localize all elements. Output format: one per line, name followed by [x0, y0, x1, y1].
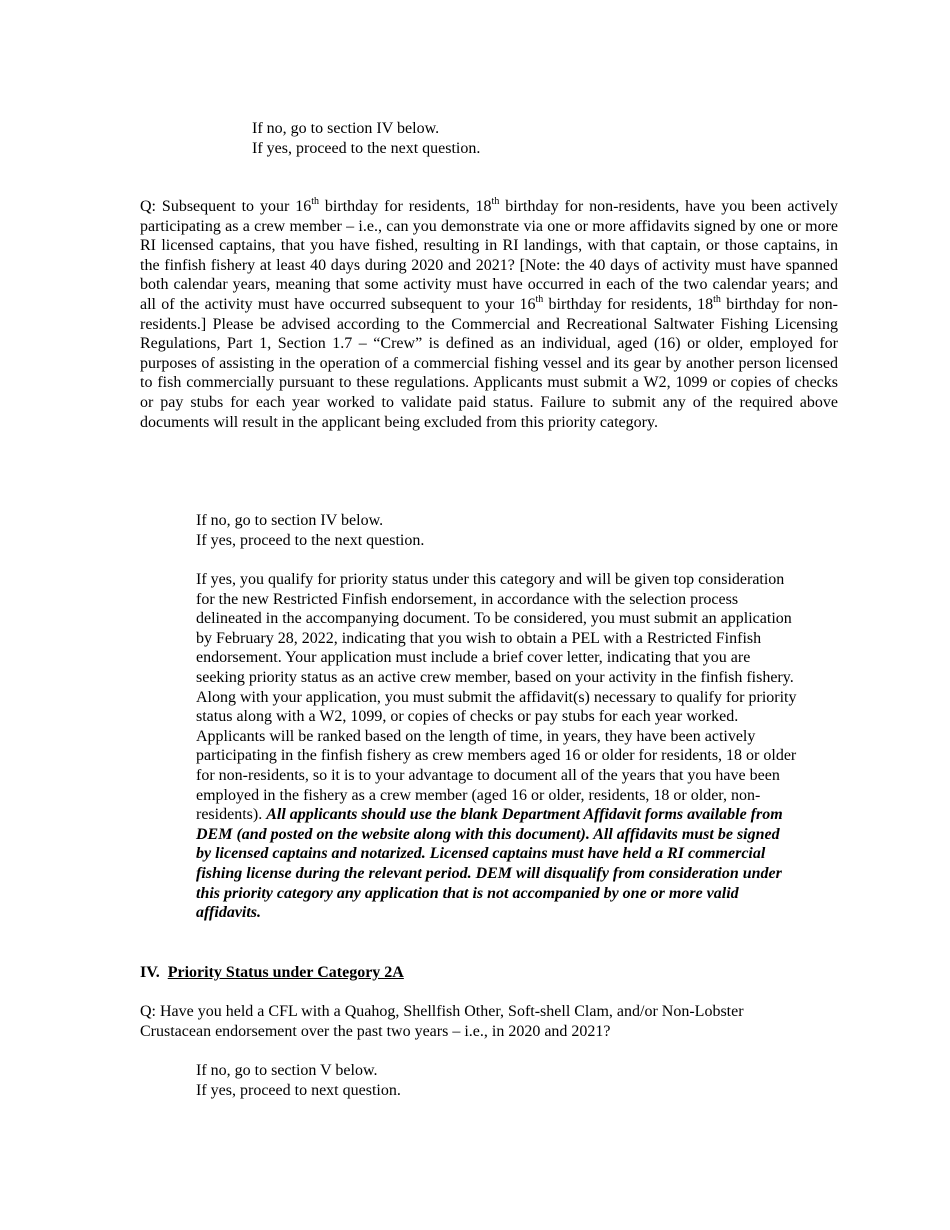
crew-options [196, 511, 424, 550]
affidavit-notice-bold: All applicants should use the blank Department Affidavit forms available from [266, 806, 783, 824]
question-line: Crustacean endorsement over the past two years – i.e., in 2020 and 2021? [140, 1022, 611, 1040]
section-number: IV. [140, 964, 160, 981]
option-yes-next-question: If yes, proceed to next question. [196, 1081, 401, 1099]
paragraph-line: employed in the fishery as a crew member (aged 16 or older, residents, 18 or older, non- [196, 786, 761, 804]
question-line: Q: Have you held a CFL with a Quahog, Shellfish Other, Soft-shell Clam, and/or Non-Lobster [140, 1003, 744, 1020]
question-crew-participation: Q: Subsequent to your 16th birthday for residents, 18th birthday for non-residents, have you been actively participating as a crew member – i.e., can you demonstrate via one or more affidavits signed by one or more RI licensed captains, that you have fished, resulting in RI landings, with that captain, or those captains, in the finfish fishery at least 40 days during 2020 and 2021? [Note: the 40 days of activity must have spanned both calendar years, meaning that some activity must have occurred in each of the two calendar years; and all of the activity must have occurred subsequent to your 16th birthday for residents, 18th birthday for non-residents.] Please be advised according to the Commercial and Recreational Saltwater Fishing Licensing Regulations, Part 1, Section 1.7 – “Crew” is defined as an individual, aged (16) or older, employed for purposes of assisting in the operation of a commercial fishing vessel and its gear by another person licensed to fish commercially pursuant to these regulations. Applicants must submit a W2, 1099 or copies of checks or pay stubs for each year worked to validate paid status. Failure to submit any of the required above documents will result in the applicant being excluded from this priority category. [140, 195, 838, 431]
paragraph-line: for the new Restricted Finfish endorsement, in accordance with the selection process [196, 590, 739, 608]
question-category-2a [140, 1002, 744, 1041]
affidavit-notice-line: fishing license during the relevant period. DEM will disqualify from consideration under [196, 864, 782, 882]
paragraph-line: participating in the finfish fishery as crew members aged 16 or older for residents, 18 or older [196, 747, 797, 765]
paragraph-line: by February 28, 2022, indicating that you wish to obtain a PEL with a Restricted Finfish [196, 629, 762, 647]
paragraph-line-mixed: residents). All applicants should use the blank Department Affidavit forms available from [196, 806, 783, 824]
paragraph-line: Applicants will be ranked based on the length of time, in years, they have been actively [196, 727, 756, 745]
qualify-priority-paragraph [196, 570, 796, 923]
option-no-section-iv: If no, go to section IV below. [252, 120, 440, 137]
paragraph-line: status along with a W2, 1099, or copies of checks or pay stubs for each year worked. [196, 708, 739, 726]
paragraph-line: for non-residents, so it is to your advantage to document all of the years that you have been [196, 766, 780, 784]
option-no-section-v: If no, go to section V below. [196, 1062, 378, 1079]
option-yes-next-question: If yes, proceed to the next question. [252, 139, 481, 157]
affidavit-notice-line: this priority category any application that is not accompanied by one or more valid [196, 884, 739, 902]
top-options [252, 119, 480, 158]
paragraph-line: delineated in the accompanying document. To be considered, you must submit an application [196, 610, 792, 628]
paragraph-line: Along with your application, you must submit the affidavit(s) necessary to qualify for priority [196, 688, 797, 706]
option-no-section-iv: If no, go to section IV below. [196, 512, 384, 529]
section-title: Priority Status under Category 2A [167, 964, 404, 981]
affidavit-notice-line: affidavits. [196, 904, 262, 922]
category-2a-options [196, 1061, 401, 1100]
paragraph-line: endorsement. Your application must include a brief cover letter, indicating that you are [196, 649, 751, 667]
section-iv-heading [140, 963, 404, 983]
paragraph-line: If yes, you qualify for priority status under this category and will be given top consideration [196, 571, 785, 588]
affidavit-notice-line: by licensed captains and notarized. Licensed captains must have held a RI commercial [196, 845, 766, 863]
paragraph-line: seeking priority status as an active crew member, based on your activity in the finfish fishery. [196, 668, 794, 686]
affidavit-notice-line: DEM (and posted on the website along with this document). All affidavits must be signed [196, 825, 780, 843]
option-yes-next-question: If yes, proceed to the next question. [196, 531, 425, 549]
